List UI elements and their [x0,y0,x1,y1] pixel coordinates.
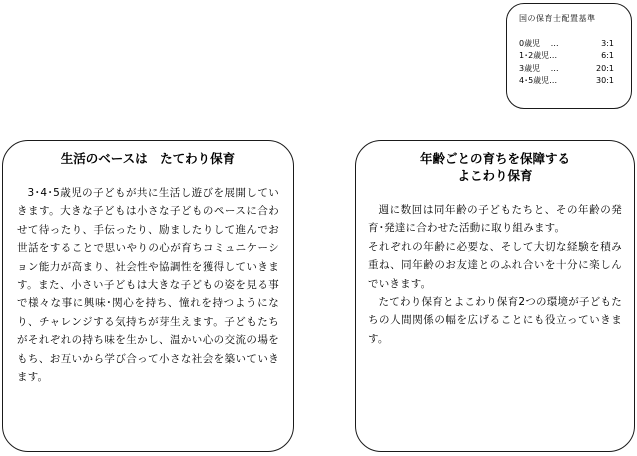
staffing-ratio-title: 国の保育士配置基準 [519,14,596,23]
horizontal-care-title-line1: 年齢ごとの育ちを保障する [419,151,570,166]
ratio-value: 6:1 [601,51,614,60]
ratio-age: 1･2歳児… [519,51,558,60]
staffing-ratio-box [506,3,632,109]
vertical-care-title: 生活のベースは たてわり保育 [60,151,236,166]
ratio-age: 4･5歳児… [519,76,558,85]
horizontal-care-title [368,150,622,184]
ratio-value: 30:1 [596,76,614,85]
horizontal-care-text-2: それぞれの年齢に必要な、そして大切な経験を積み重ね、同年齢のお友達とのふれ合いを十分に楽しんでいきます。 [368,240,622,290]
horizontal-care-text-3: たてわり保育とよこわり保育2つの環境が子どもたちの人間関係の幅を広げることにも役立っていきます。 [368,296,622,345]
ratio-row [519,63,614,76]
ratio-row [519,75,614,88]
horizontal-care-text-1: 週に数回は同年齢の子どもたちと、その年齢の発育･発達に合わせた活動に取り組みます。 [368,204,622,235]
ratio-value: 20:1 [596,63,614,73]
ratio-age: 3歳児 … [519,63,559,73]
ratio-row [519,38,614,51]
vertical-care-box [2,140,294,452]
ratio-row [519,50,614,63]
ratio-age: 0歳児 … [519,38,559,48]
vertical-care-text: 3･4･5歳児の子どもが共に生活し遊びを展開していきます。大きな子どもは小さな子どものペースに合わせて待ったり、手伝ったり、励ましたりして進んでお世話をすることで思いやりの心が育ちコミュニケーション能力が高まり、社会性や協調性を獲得していきます。また、小さい子どもは大きな子どもの姿を見る事で様々な事に興味･関心を持ち、憧れを持つようになり、チャレンジする気持ちが芽生えます。子どもたちがそれぞれの持ち味を生かし、温かい心の交流の場をもち、お互いから学び合って小さな社会を築いていきます。 [17,187,279,384]
horizontal-care-title-line2: よこわり保育 [457,168,533,183]
ratio-value: 3:1 [601,38,614,48]
horizontal-care-box [355,140,635,452]
